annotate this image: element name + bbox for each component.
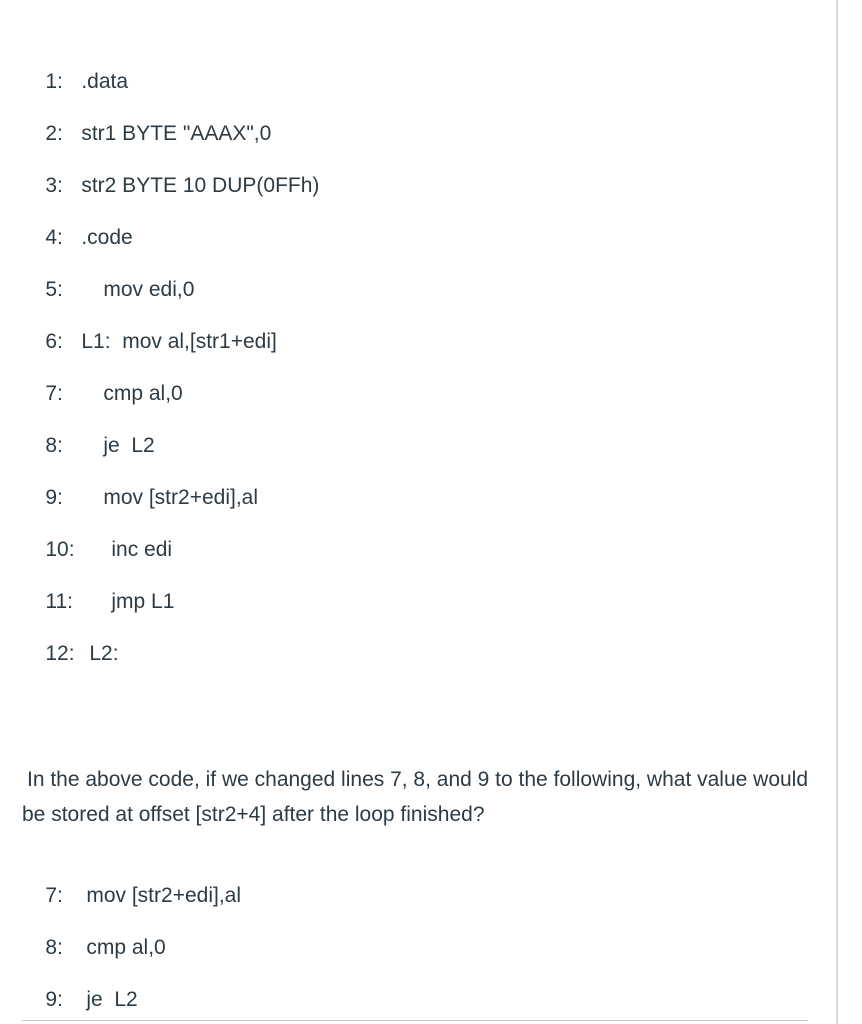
code-line-10 <box>22 505 173 561</box>
code-line-1 <box>22 37 129 93</box>
line-number: 9: <box>45 988 63 1011</box>
code-text: str2 BYTE 10 DUP(0FFh) <box>81 174 320 197</box>
code-text: je L2 <box>86 988 138 1011</box>
line-number: 2: <box>45 122 63 145</box>
code-line-9 <box>22 453 258 509</box>
code-line-8 <box>22 401 155 457</box>
changed-line-7 <box>22 851 241 907</box>
line-number: 7: <box>45 884 63 907</box>
line-number: 6: <box>45 330 63 353</box>
code-text: je L2 <box>103 434 155 457</box>
code-line-4 <box>22 193 133 249</box>
code-text: mov [str2+edi],al <box>86 884 241 907</box>
code-text: str1 BYTE "AAAX",0 <box>81 122 272 145</box>
line-number: 9: <box>45 486 63 509</box>
code-line-12 <box>22 609 119 665</box>
line-number: 11: <box>45 590 73 613</box>
line-number: 4: <box>45 226 63 249</box>
code-line-11 <box>22 557 175 613</box>
code-text: L1: mov al,[str1+edi] <box>81 330 277 353</box>
line-number: 1: <box>45 70 63 93</box>
line-number: 12: <box>45 642 75 665</box>
line-number: 3: <box>45 174 63 197</box>
code-text: .data <box>81 70 129 93</box>
line-number: 5: <box>45 278 63 301</box>
code-text: mov [str2+edi],al <box>103 486 258 509</box>
content-border <box>836 0 838 1024</box>
code-text: .code <box>81 226 133 249</box>
question-text: In the above code, if we changed lines 7, 8, and 9 to the following, what value would be stored at offset [str2+4] after the loop finished? <box>22 768 809 826</box>
changed-line-8 <box>22 903 166 959</box>
code-text: L2: <box>89 642 119 665</box>
line-number: 8: <box>45 434 63 457</box>
divider <box>22 1020 808 1021</box>
code-line-7 <box>22 349 183 405</box>
code-text: cmp al,0 <box>86 936 166 959</box>
code-line-2 <box>22 89 272 145</box>
question-block <box>22 762 812 832</box>
code-line-3 <box>22 141 320 197</box>
code-text: jmp L1 <box>111 590 175 613</box>
changed-line-9 <box>22 955 138 1011</box>
line-number: 7: <box>45 382 63 405</box>
code-line-5 <box>22 245 195 301</box>
code-text: mov edi,0 <box>103 278 195 301</box>
line-number: 8: <box>45 936 63 959</box>
line-number: 10: <box>45 538 75 561</box>
code-text: cmp al,0 <box>103 382 183 405</box>
code-line-6 <box>22 297 277 353</box>
code-text: inc edi <box>111 538 173 561</box>
